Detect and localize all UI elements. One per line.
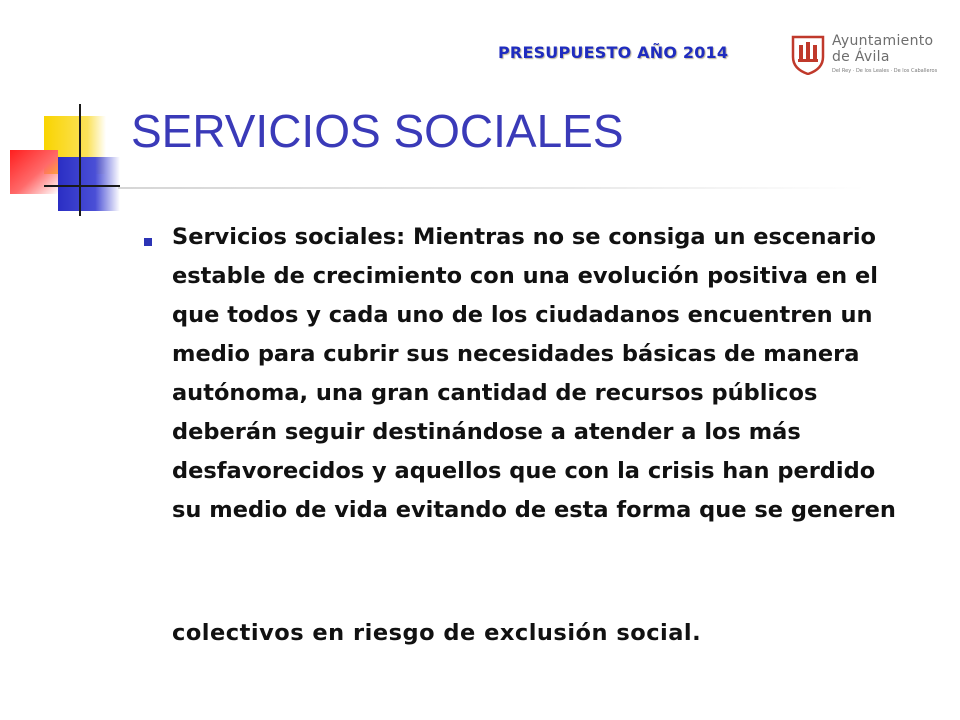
- logo-line-2: de Ávila: [832, 49, 890, 65]
- decor-blue-block: [58, 157, 120, 211]
- decor-horizontal-line: [44, 185, 120, 187]
- bullet-text-last-line: colectivos en riesgo de exclusión social.: [172, 620, 702, 646]
- title-divider: [118, 187, 866, 189]
- city-crest-icon: [790, 35, 826, 75]
- bullet-text: Servicios sociales: Mientras no se consiga un escenario estable de crecimiento con una evolución positiva en el que todos y cada uno de los ciudadanos encuentren un medio para cubrir sus necesidades básicas de manera autónoma, una gran cantidad de recursos públicos deberán seguir destinándose a atender a los más desfavorecidos y aquellos que con la crisis han perdido su medio de vida evitando de esta forma que se generen: [172, 224, 896, 523]
- logo-tagline: Del Rey · De los Leales · De los Caballeros: [832, 68, 938, 74]
- budget-year-label: PRESUPUESTO AÑO 2014: [498, 43, 729, 62]
- decor-red-block: [10, 150, 58, 194]
- city-council-logo: [790, 33, 940, 77]
- bullet-square-icon: [144, 238, 152, 246]
- slide-title: SERVICIOS SOCIALES: [131, 105, 624, 157]
- logo-line-1: Ayuntamiento: [832, 33, 934, 49]
- decor-vertical-line: [79, 104, 81, 216]
